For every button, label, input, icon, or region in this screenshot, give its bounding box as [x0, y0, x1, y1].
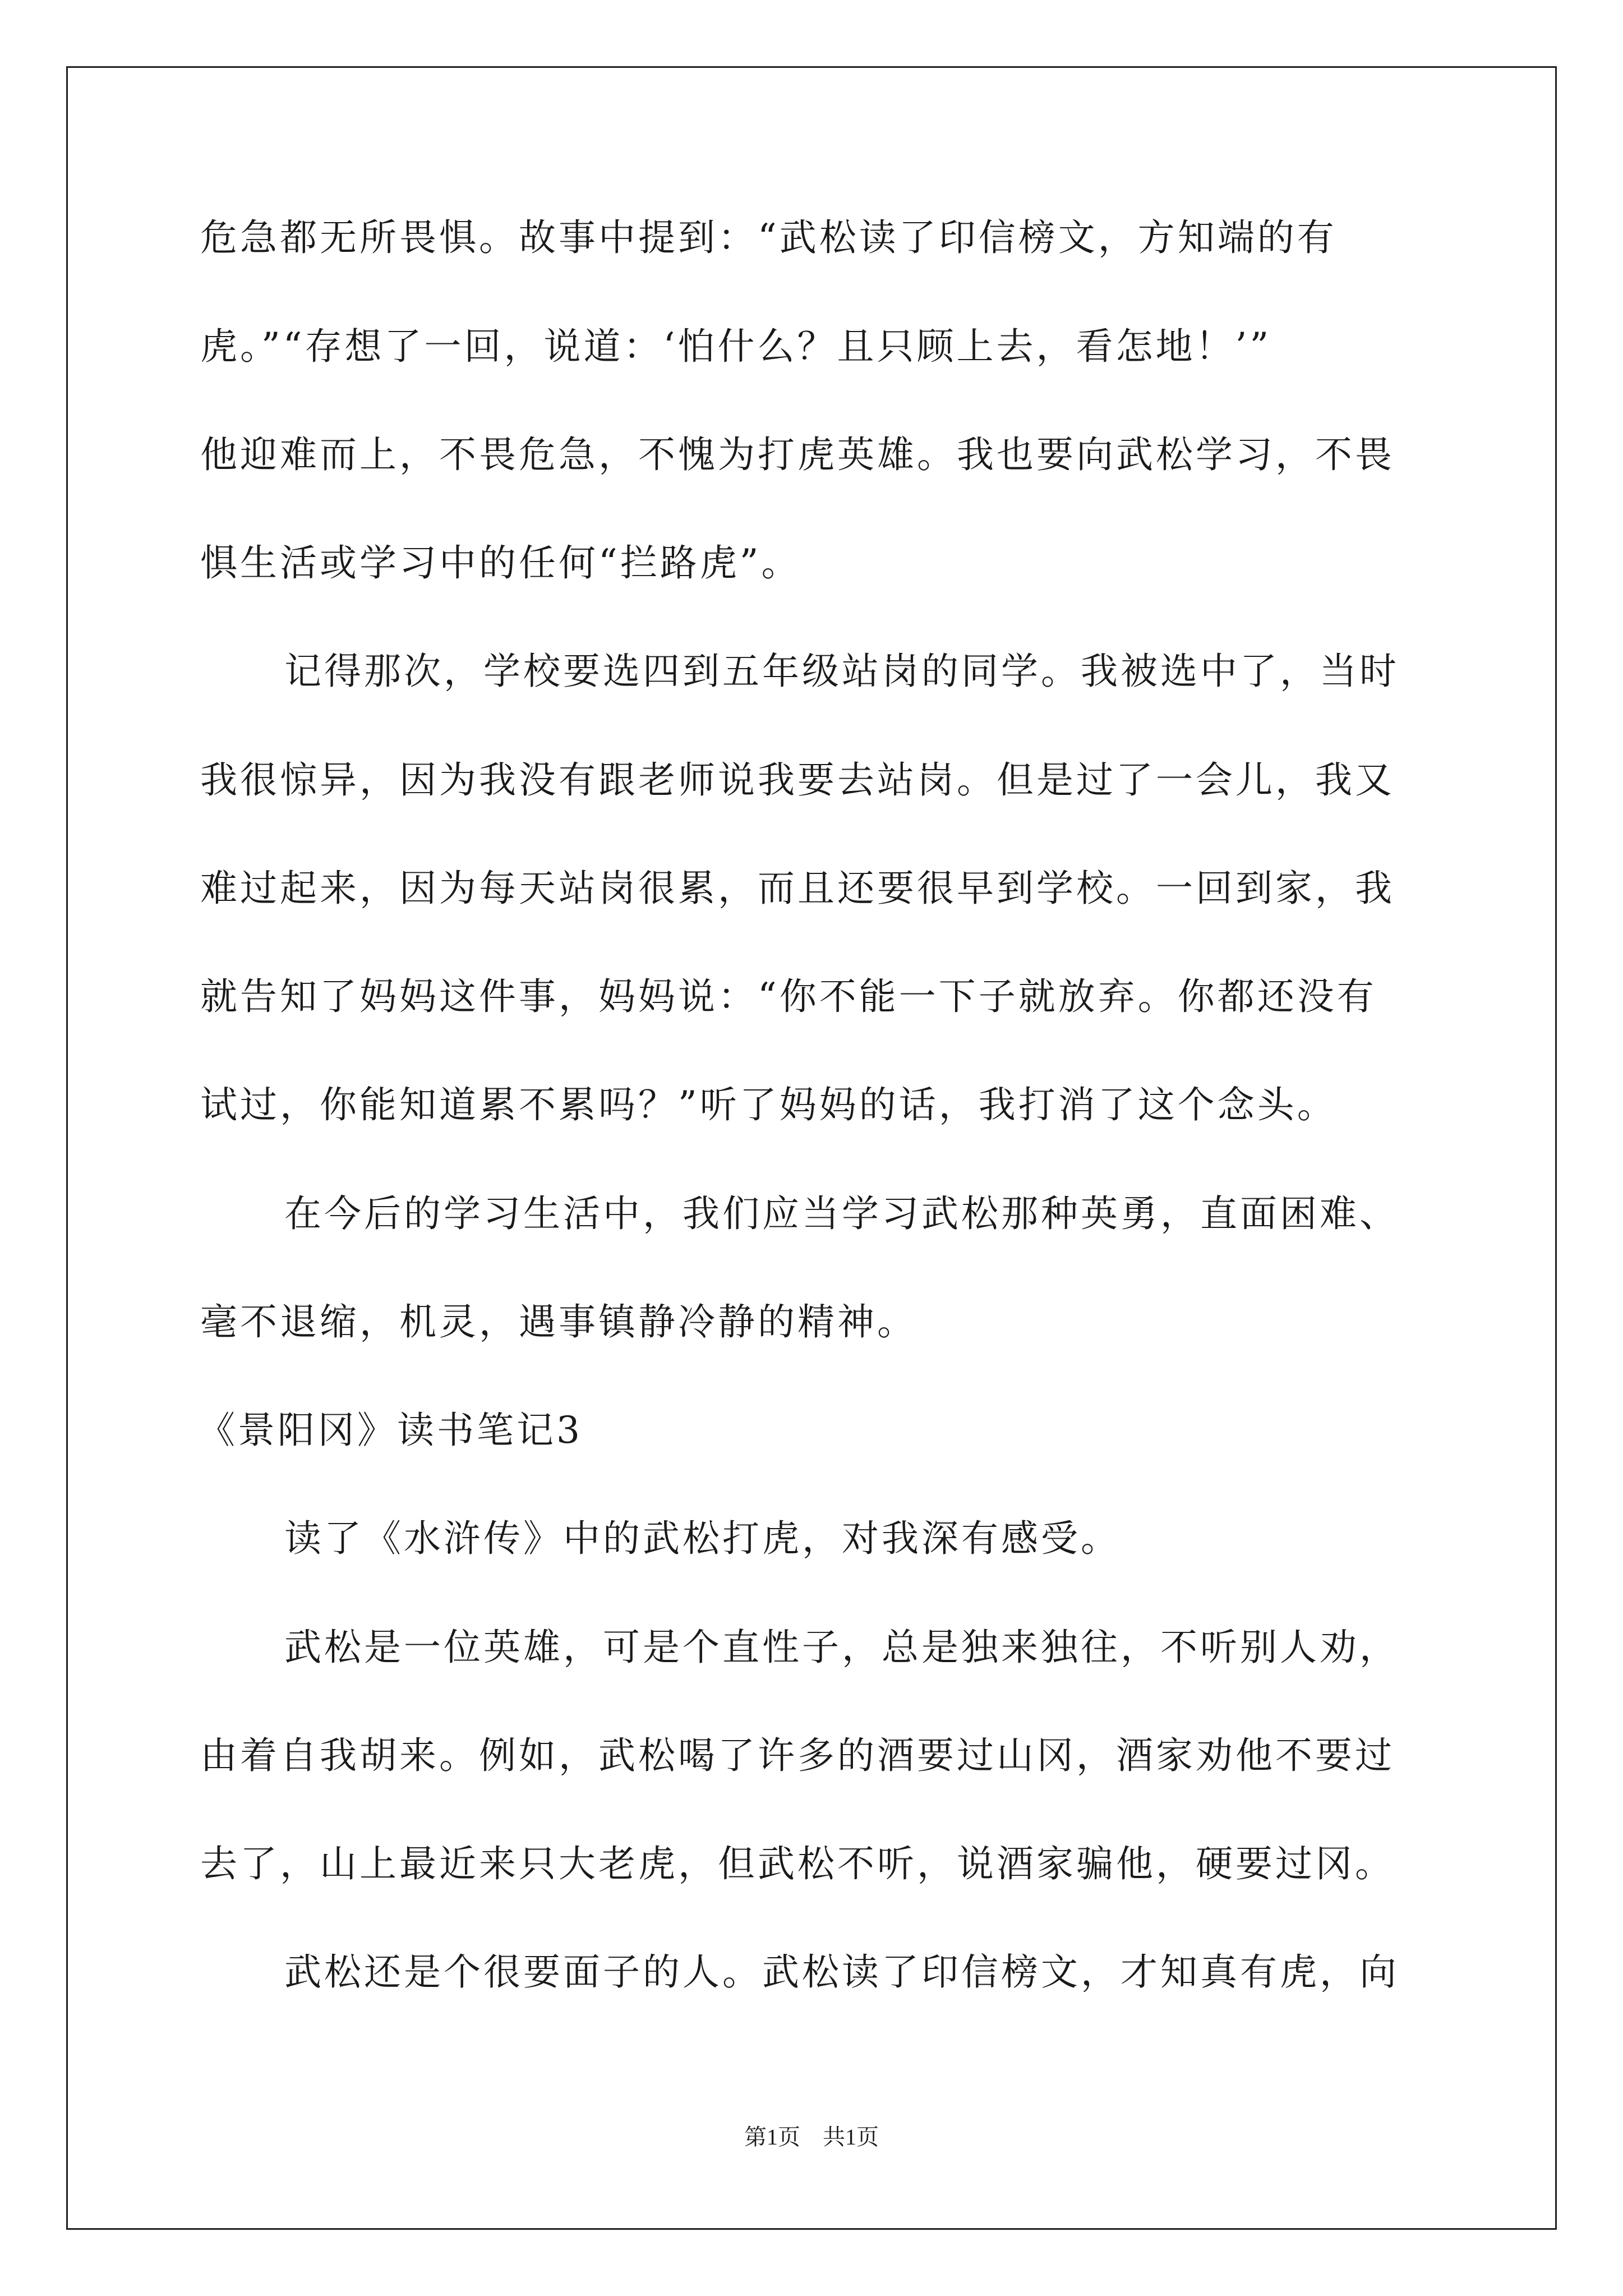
text-line: 去了，山上最近来只大老虎，但武松不听，说酒家骗他，硬要过冈。 — [200, 1842, 1395, 1885]
page-border — [66, 66, 1557, 2230]
text-line: 惧生活或学习中的任何“拦路虎”。 — [200, 541, 801, 585]
text-line: 由着自我胡来。例如，武松喝了许多的酒要过山冈，酒家劝他不要过 — [200, 1734, 1395, 1777]
text-line: 他迎难而上，不畏危急，不愧为打虎英雄。我也要向武松学习，不畏 — [200, 433, 1395, 476]
paragraph-start-line: 记得那次，学校要选四到五年级站岗的同学。我被选中了，当时 — [284, 650, 1399, 693]
text-line: 危急都无所畏惧。故事中提到：“武松读了印信榜文，方知端的有 — [200, 216, 1337, 259]
text-line: 就告知了妈妈这件事，妈妈说：“你不能一下子就放弃。你都还没有 — [200, 975, 1377, 1018]
text-line: 难过起来，因为每天站岗很累，而且还要很早到学校。一回到家，我 — [200, 867, 1395, 910]
text-line: 虎。”“存想了一回，说道：‘怕什么？且只顾上去，看怎地！’” — [200, 325, 1272, 368]
text-line: 试过，你能知道累不累吗？”听了妈妈的话，我打消了这个念头。 — [200, 1083, 1337, 1126]
paragraph-start-line: 在今后的学习生活中，我们应当学习武松那种英勇，直面困难、 — [284, 1192, 1399, 1235]
text-line: 毫不退缩，机灵，遇事镇静冷静的精神。 — [200, 1300, 917, 1343]
paragraph-start-line: 武松是一位英雄，可是个直性子，总是独来独往，不听别人劝， — [284, 1626, 1399, 1669]
page-footer: 第1页 共1页 — [744, 2124, 879, 2150]
paragraph-start-line: 读了《水浒传》中的武松打虎，对我深有感受。 — [284, 1517, 1121, 1560]
text-line: 我很惊异，因为我没有跟老师说我要去站岗。但是过了一会儿，我又 — [200, 758, 1395, 802]
section-heading: 《景阳冈》读书笔记3 — [198, 1409, 583, 1452]
paragraph-start-line: 武松还是个很要面子的人。武松读了印信榜文，才知真有虎，向 — [284, 1950, 1399, 1994]
